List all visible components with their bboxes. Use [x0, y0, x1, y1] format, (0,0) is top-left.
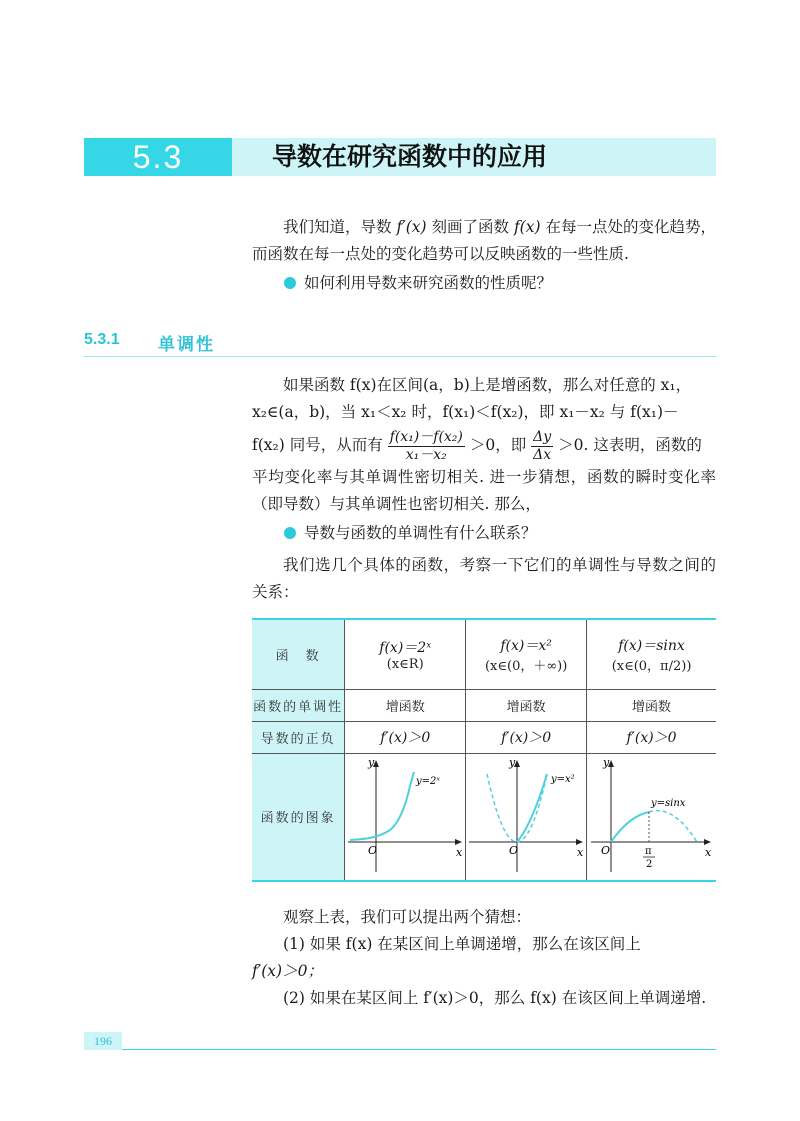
table-cell: 增函数 — [466, 689, 587, 721]
subsection-number: 5.3.1 — [84, 331, 120, 348]
pi-numerator: π — [644, 845, 652, 857]
table-row — [252, 721, 716, 753]
table-cell: 增函数 — [587, 689, 716, 721]
x-axis-label: x — [577, 845, 584, 859]
table-row — [252, 753, 716, 881]
row-label: 函数的图象 — [252, 753, 345, 881]
table-cell: f(x)＝2ˣ (x∈R) — [345, 619, 466, 689]
y-axis-label: y — [368, 755, 375, 769]
comparison-table — [252, 618, 716, 882]
table-cell: f′(x)＞0 — [587, 721, 716, 753]
origin-label: O — [600, 843, 610, 857]
y-axis-label: y — [509, 755, 516, 769]
section-number: 5.3 — [84, 138, 232, 176]
intro-question: 如何利用导数来研究函数的性质呢？ — [284, 270, 552, 297]
graph-cell — [587, 753, 716, 881]
conclusion-paragraph: 观察上表，我们可以提出两个猜想： (1) 如果 f(x) 在某区间上单调递增，那么在该区间上 f′(x)＞0； (2) 如果在某区间上 f′(x)＞0，那么 f(x) 在该区间上单调递增. — [252, 908, 707, 1007]
sine-graph — [589, 754, 715, 876]
table-cell: f′(x)＞0 — [345, 721, 466, 753]
graph-cell — [345, 753, 466, 881]
row-label: 函数的单调性 — [252, 689, 345, 721]
curve-label: y=x² — [551, 773, 575, 785]
page-number: 196 — [84, 1032, 122, 1050]
table-cell: 增函数 — [345, 689, 466, 721]
body-intro-table: 我们选几个具体的函数，考察一下它们的单调性与导数之间的关系： — [252, 556, 716, 601]
difference-quotient-fraction: $\frac{\text{f(x₁)－f(x₂)}}{\text{x₁－x₂}}$ — [389, 428, 463, 463]
graph-cell — [466, 753, 587, 881]
table-row — [252, 689, 716, 721]
x-axis-label: x — [704, 845, 711, 859]
x-axis-label: x — [456, 845, 463, 859]
quadratic-graph — [467, 754, 585, 876]
intro-paragraph: 我们知道，导数 f′(x) 刻画了函数 f(x) 在每一点处的变化趋势，而函数在每一点处的变化趋势可以反映函数的一些性质. — [252, 218, 716, 263]
row-label: 函 数 — [252, 619, 345, 689]
delta-fraction: $\frac{\Delta y}{\Delta x}$ — [533, 428, 552, 463]
curve-label: y=2ˣ — [416, 775, 441, 787]
subsection-title: 单调性 — [158, 335, 215, 355]
bullet-dot-icon — [284, 527, 296, 539]
y-axis-label: y — [602, 755, 609, 769]
table-cell: f′(x)＞0 — [466, 721, 587, 753]
exp-graph — [346, 754, 464, 876]
table-cell: f(x)＝x² (x∈(0，＋∞)) — [466, 619, 587, 689]
pi-denominator: 2 — [645, 858, 652, 870]
curve-label: y=sinx — [650, 797, 685, 809]
row-label: 导数的正负 — [252, 721, 345, 753]
footer-rule — [84, 1049, 716, 1050]
body-question: 导数与函数的单调性有什么联系？ — [284, 520, 537, 547]
section-title: 导数在研究函数中的应用 — [272, 142, 548, 171]
body-paragraph: 如果函数 f(x)在区间(a，b)上是增函数，那么对任意的 x₁， x₂∈(a，b)，当 x₁＜x₂ 时，f(x₁)＜f(x₂)，即 x₁－x₂ 与 f(x₁)－ f(x₂) 同号，从而有 $\frac{\text{f(x₁)－f(x₂)}}{\text{x₁－x₂}}$ ＞0，即 $\frac{\Delta y}{\Delta x}$ ＞0. 这表明，函数的 平均变化率与其单调性密切相关. 进一步猜想，函数的瞬时变化率（即导数）与其单调性也密切相关. 那么， — [252, 376, 716, 513]
bullet-dot-icon — [284, 277, 296, 289]
table-row — [252, 619, 716, 689]
origin-label: O — [509, 843, 519, 857]
origin-label: O — [368, 843, 378, 857]
table-cell: f(x)＝sinx (x∈(0，π/2)) — [587, 619, 716, 689]
